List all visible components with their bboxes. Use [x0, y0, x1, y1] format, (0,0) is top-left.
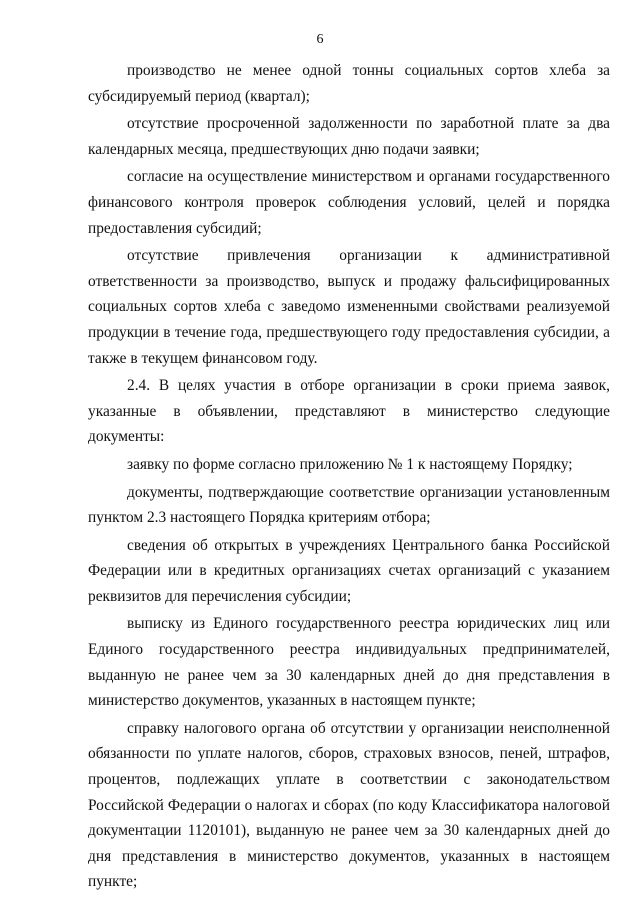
document-body: [88, 58, 610, 897]
paragraph-registry-extract: выписку из Единого государственного реестра юридических лиц или Единого государственного реестра индивидуальных предпринимателей, выданную не ранее чем за 30 календарных дней до дня представления в министерство документов, указанных в настоящем пункте;: [88, 615, 610, 710]
page-number: 6: [316, 32, 324, 47]
paragraph-inspection-consent: согласие на осуществление министерством и органами государственного финансового контроля проверок соблюдения условий, целей и порядка предоставления субсидий;: [88, 168, 610, 237]
paragraph-production-volume: производство не менее одной тонны социальных сортов хлеба за субсидируемый период (квартал);: [88, 62, 610, 105]
paragraph-no-wage-debt: отсутствие просроченной задолженности по заработной плате за два календарных месяца, предшествующих дню подачи заявки;: [88, 115, 610, 158]
paragraph-no-administrative-liability: отсутствие привлечения организации к административной ответственности за производство, выпуск и продажу фальсифицированных социальных сортов хлеба с заведомо измененными свойствами реализуемой продукции в течение года, предшествующего году предоставления субсидии, а также в текущем финансовом году.: [88, 247, 610, 367]
paragraph-tax-certificate: справку налогового органа об отсутствии у организации неисполненной обязанности по уплате налогов, сборов, страховых взносов, пеней, штрафов, процентов, подлежащих уплате в соответствии с законодательством Российской Федерации о налогах и сборах (по коду Классификатора налоговой документации 1120101), выданную не ранее чем за 30 календарных дней до дня представления в министерство документов, указанных в настоящем пункте;: [88, 719, 610, 891]
paragraph-bank-accounts: сведения об открытых в учреждениях Центрального банка Российской Федерации или в кредитных организациях счетах организаций с указанием реквизитов для перечисления субсидии;: [88, 536, 610, 605]
paragraph-application-form: заявку по форме согласно приложению № 1 к настоящему Порядку;: [127, 455, 573, 473]
paragraph-section-2-4: 2.4. В целях участия в отборе организации в сроки приема заявок, указанные в объявлении, представляют в министерство следующие документы:: [88, 377, 610, 446]
paragraph-compliance-documents: документы, подтверждающие соответствие организации установленным пунктом 2.3 настоящего Порядка критериям отбора;: [88, 483, 610, 527]
